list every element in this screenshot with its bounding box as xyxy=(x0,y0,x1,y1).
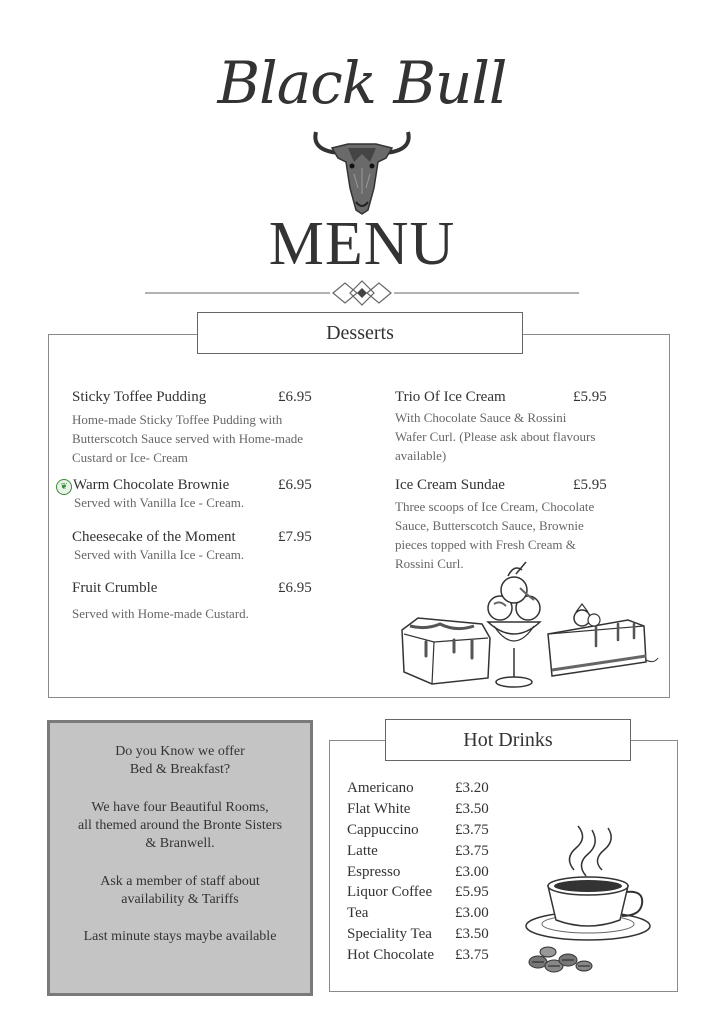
drink-name: Espresso xyxy=(347,864,401,880)
dessert-description: Wafer Curl. (Please ask about flavours xyxy=(395,429,596,444)
dessert-illustration xyxy=(396,560,660,692)
bnb-text: all themed around the Bronte Sisters xyxy=(77,818,283,833)
dessert-description: Sauce, Butterscotch Sauce, Brownie xyxy=(395,518,584,533)
dessert-description: Served with Home-made Custard. xyxy=(72,606,249,621)
dessert-name: Ice Cream Sundae xyxy=(395,477,505,493)
dessert-description: Served with Vanilla Ice - Cream. xyxy=(74,547,245,562)
ornamental-divider xyxy=(145,278,579,308)
bnb-heading: Do you Know we offer xyxy=(115,744,245,759)
bnb-text: Ask a member of staff about xyxy=(100,874,260,889)
bnb-text: Last minute stays maybe available xyxy=(83,929,277,944)
drink-price: £3.75 xyxy=(455,822,489,838)
dessert-description: Home-made Sticky Toffee Pudding with xyxy=(72,412,283,427)
drink-price: £3.20 xyxy=(455,780,489,796)
drink-price: £3.00 xyxy=(455,905,489,921)
dessert-price: £6.95 xyxy=(278,580,312,596)
dessert-description: With Chocolate Sauce & Rossini xyxy=(395,410,567,425)
dessert-description: Served with Vanilla Ice - Cream. xyxy=(74,495,245,510)
drink-name: Flat White xyxy=(347,801,411,817)
drink-name: Speciality Tea xyxy=(347,926,432,942)
dessert-description: Butterscotch Sauce served with Home-made xyxy=(72,431,304,446)
drink-price: £3.00 xyxy=(455,864,489,880)
dessert-name: Trio Of Ice Cream xyxy=(395,389,506,405)
desserts-section-label: Desserts xyxy=(197,312,523,354)
menu-title: MENU xyxy=(268,210,456,278)
dessert-price: £6.95 xyxy=(278,389,312,405)
dessert-name: Warm Chocolate Brownie xyxy=(73,477,230,493)
coffee-cup-illustration xyxy=(512,820,672,980)
dessert-name: Sticky Toffee Pudding xyxy=(72,389,207,405)
brand-logo-text: Black Bull xyxy=(217,49,507,117)
dessert-name: Fruit Crumble xyxy=(72,580,158,596)
dessert-description: Custard or Ice- Cream xyxy=(72,450,188,465)
dessert-price: £7.95 xyxy=(278,529,312,545)
drink-name: Latte xyxy=(347,843,378,859)
bnb-text: We have four Beautiful Rooms, xyxy=(91,800,269,815)
dessert-description: pieces topped with Fresh Cream & xyxy=(395,537,576,552)
drink-name: Cappuccino xyxy=(347,822,419,838)
dessert-name: Cheesecake of the Moment xyxy=(72,529,236,545)
dessert-description: Rossini Curl. xyxy=(395,556,464,571)
dessert-description: available) xyxy=(395,448,447,463)
drink-name: Liquor Coffee xyxy=(347,884,433,900)
drink-name: Americano xyxy=(347,780,414,796)
drink-price: £3.75 xyxy=(455,947,489,963)
dessert-price: £6.95 xyxy=(278,477,312,493)
dessert-description: Three scoops of Ice Cream, Chocolate xyxy=(395,499,595,514)
vegan-leaf-icon: ❦ xyxy=(56,479,72,495)
dessert-price: £5.95 xyxy=(573,477,607,493)
bull-head-icon xyxy=(302,118,422,218)
drink-price: £3.50 xyxy=(455,801,489,817)
drink-name: Hot Chocolate xyxy=(347,947,435,963)
drink-price: £3.50 xyxy=(455,926,489,942)
bnb-heading: Bed & Breakfast? xyxy=(129,762,231,777)
bnb-text: & Branwell. xyxy=(145,836,215,851)
bnb-text: availability & Tariffs xyxy=(121,892,239,907)
drink-price: £3.75 xyxy=(455,843,489,859)
drink-name: Tea xyxy=(347,905,369,921)
hot-drinks-section-label: Hot Drinks xyxy=(385,719,631,761)
drink-price: £5.95 xyxy=(455,884,489,900)
dessert-price: £5.95 xyxy=(573,389,607,405)
